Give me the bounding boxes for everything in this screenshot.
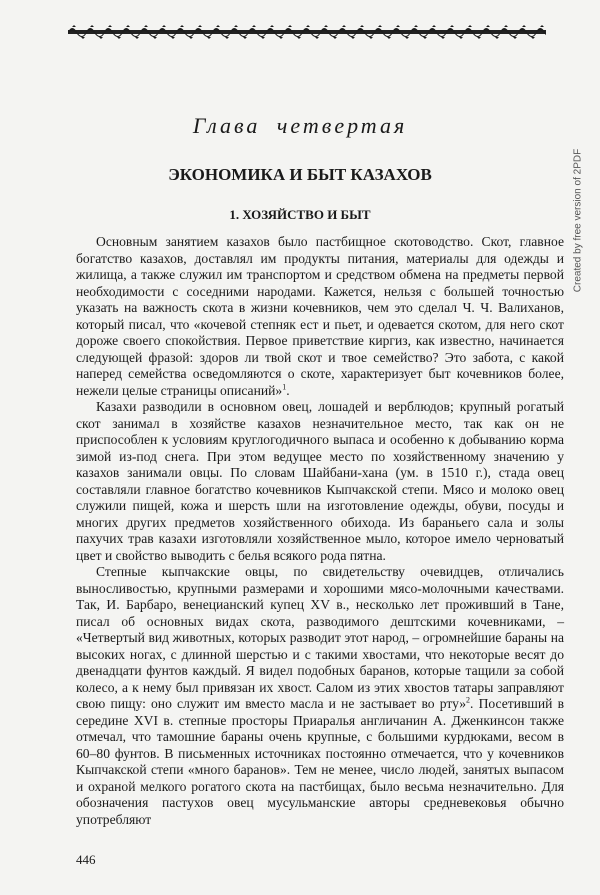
paragraph-2 — [76, 399, 564, 564]
paragraph-1-text: Основным занятием казахов было пастбищное скотоводство. Скот, главное богатство казахов, доставлял им продукты питания, материалы для одежды и жилища, а также служил им транспортом и средством обмена на предметы первой необходимости с соседними народами. Кажется, нельзя с большей точностью указать на важность скота в жизни кочевников, чем это сделал Ч. Ч. Валиханов, который писал, что «кочевой степняк ест и пьет, и одевается скотом, для него скот дороже своего спокойствия. Первое приветствие киргиз, как известно, начинается следующей фразой: здоров ли твой скот и твое семейство? Это забота, с какой наперед семейства осведомляются о скоте, характеризует быт кочевников более, нежели целые страницы описаний» — [76, 234, 564, 398]
watermark: Created by free version of 2PDF — [572, 148, 584, 293]
footnote-ref-2[interactable]: 2 — [466, 695, 471, 705]
paragraph-1 — [76, 234, 564, 399]
paragraph-2-text: Казахи разводили в основном овец, лошадей и верблюдов; крупный рогатый скот занимал в хозяйстве казахов незначительное место, так как он не приспособлен к условиям круглогодичного выпаса и особенно к добыванию корма зимой из-под снега. При этом ведущее место по хозяйственному значению у казахов занимали овцы. По словам Шайбани-хана (ум. в 1510 г.), стада овец составляли главное богатство кочевников Кыпчакской степи. Мясо и молоко овец служили пищей, кожа и шерсть шли на изготовление одежды, обуви, посуды и многих других предметов хозяйственного обихода. Из бараньего сала и золы пахучих трав казахи изготовляли хозяйственное мыло, которое имело черноватый цвет и свойство выводить с белья всякого рода пятна. — [76, 399, 564, 563]
decorative-ornament-border — [68, 24, 546, 40]
paragraph-3-tail: . Посетивший в середине XVI в. степные просторы Приаралья англичанин А. Дженкинсон также отмечал, что тамошние бараны очень крупные, с большими курдюками, весом в 60–80 фунтов. В письменных источниках постоянно отмечается, что у кочевников Кыпчакской степи «много баранов». Тем не менее, число людей, занятых выпасом и охраной мелкого рогатого скота на пастбищах, было весьма незначительно. Для обозначения пастухов овец мусульманские авторы средневековья обычно употребляют — [76, 696, 564, 827]
paragraph-3 — [76, 564, 564, 828]
body-text — [76, 234, 564, 828]
footnote-ref-1[interactable]: 1 — [282, 381, 287, 391]
page-number: 446 — [76, 852, 96, 867]
chapter-title: ЭКОНОМИКА И БЫТ КАЗАХОВ — [168, 165, 432, 184]
chapter-heading: Глава четвертая — [192, 113, 408, 138]
paragraph-1-tail: . — [286, 382, 290, 398]
section-heading: 1. ХОЗЯЙСТВО И БЫТ — [229, 207, 371, 222]
paragraph-3-text: Степные кыпчакские овцы, по свидетельству очевидцев, отличались выносливостью, крупными размерами и хорошими мясо-молочными качествами. Так, И. Барбаро, венецианский купец XV в., несколько лет проживший в Тане, писал об основных видах скота, разводимого дештскими кочевниками, – «Четвертый вид животных, которых разводит этот народ, – огромнейшие бараны на высоких ногах, с длинной шерстью и с такими хвостами, что некоторые весят до двенадцати фунтов каждый. Я видел подобных баранов, которые тащили за собой колесо, а к нему был привязан их хвост. Салом из этих хвостов татары заправляют свою пищу: оно служит им вместо масла и не застывает во рту» — [76, 564, 564, 711]
